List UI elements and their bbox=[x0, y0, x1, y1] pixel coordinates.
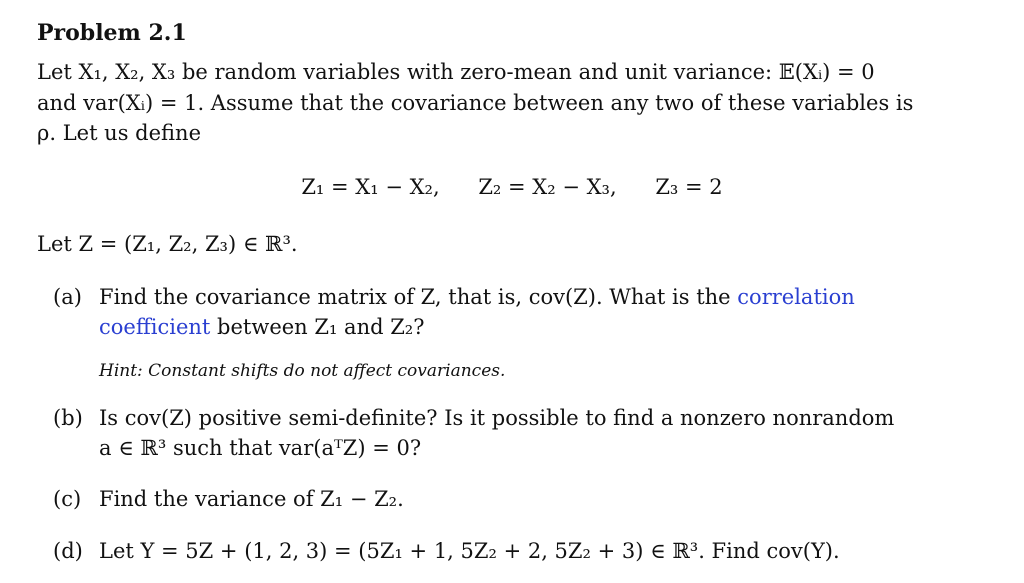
coefficient-link[interactable]: coefficient bbox=[99, 315, 211, 339]
z1-definition: Z₁ = X₁ − X₂, bbox=[301, 175, 440, 199]
intro-paragraph bbox=[37, 57, 977, 149]
z2-definition: Z₂ = X₂ − X₃, bbox=[478, 175, 617, 199]
part-d-line-1: Let Y = 5Z + (1, 2, 3) = (5Z₁ + 1, 5Z₂ + 2, 5Z₂ + 3) ∈ ℝ³. Find cov(Y). bbox=[99, 539, 840, 563]
z3-definition: Z₃ = 2 bbox=[655, 175, 723, 199]
part-b bbox=[53, 403, 895, 460]
problem-title: Problem 2.1 bbox=[37, 20, 187, 46]
part-c bbox=[53, 484, 404, 514]
part-b-line-1: Is cov(Z) positive semi-definite? Is it possible to find a nonzero nonrandom bbox=[99, 406, 895, 430]
part-d-label: (d) bbox=[53, 539, 83, 563]
intro-line-3: ρ. Let us define bbox=[37, 121, 201, 145]
hint-text: Hint: Constant shifts do not affect covariances. bbox=[99, 361, 506, 381]
part-d bbox=[53, 536, 840, 566]
part-a bbox=[53, 282, 855, 339]
part-a-line-2 bbox=[99, 312, 425, 342]
part-c-line-1: Find the variance of Z₁ − Z₂. bbox=[99, 487, 404, 511]
definitions-equation bbox=[0, 172, 1024, 202]
correlation-link[interactable]: correlation bbox=[737, 285, 855, 309]
intro-line-1: Let X₁, X₂, X₃ be random variables with zero-mean and unit variance: 𝔼(Xᵢ) = 0 bbox=[37, 60, 875, 84]
intro-line-2: and var(Xᵢ) = 1. Assume that the covariance between any two of these variables is bbox=[37, 90, 914, 115]
part-b-line-2: a ∈ ℝ³ such that var(aᵀZ) = 0? bbox=[99, 436, 422, 460]
part-a-label: (a) bbox=[53, 285, 82, 309]
part-b-label: (b) bbox=[53, 406, 83, 430]
part-c-label: (c) bbox=[53, 487, 82, 511]
vector-definition: Let Z = (Z₁, Z₂, Z₃) ∈ ℝ³. bbox=[37, 232, 298, 256]
part-a-line-1: Find the covariance matrix of Z, that is, cov(Z). What is the bbox=[99, 285, 731, 309]
part-a-line-2-text: between Z₁ and Z₂? bbox=[217, 315, 425, 339]
